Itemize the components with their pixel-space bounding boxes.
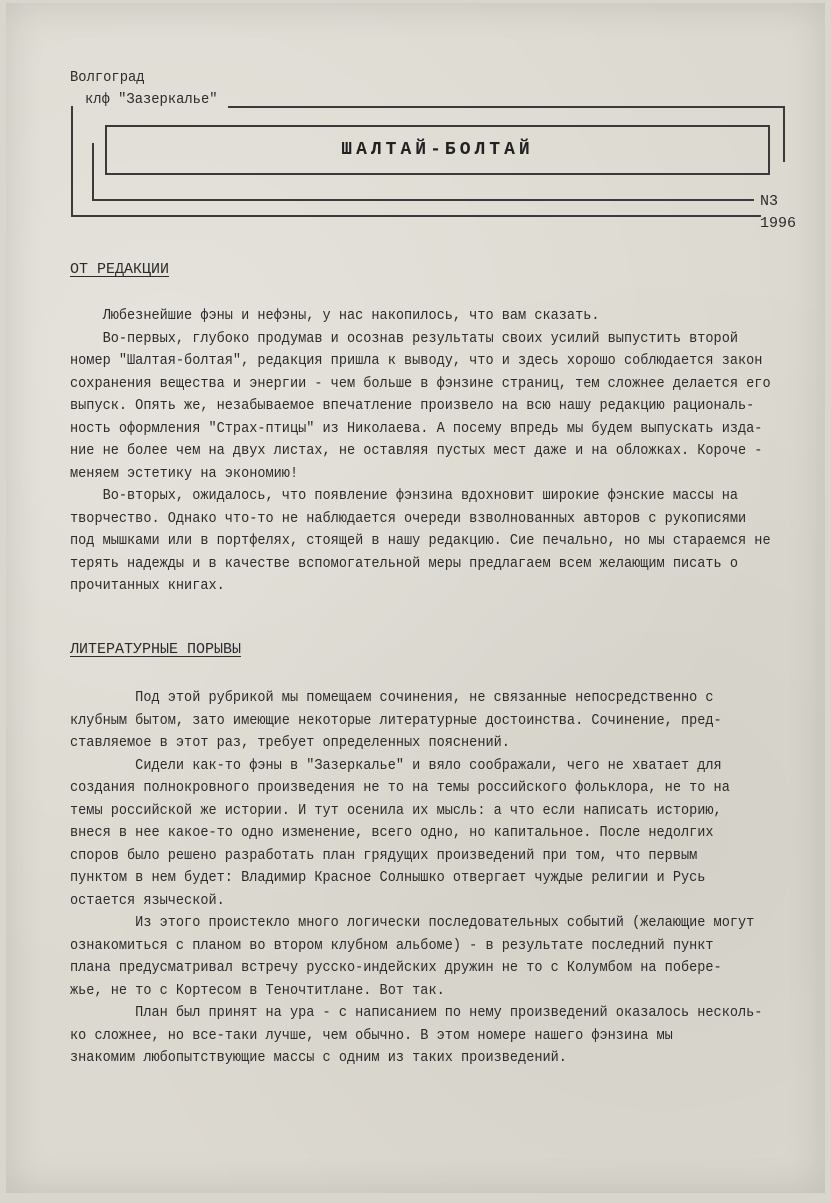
text-line: Сидели как-то фэны в "Зазеркалье" и вяло соображали, чего не хватает для xyxy=(70,756,722,774)
text-line: остается языческой. xyxy=(70,891,225,909)
issue-number: N3 xyxy=(760,193,779,210)
masthead-top-rule xyxy=(228,106,785,108)
text-line: ставляемое в этот раз, требует определенных пояснений. xyxy=(70,734,510,751)
masthead-city: Волгоград xyxy=(70,69,145,86)
text-line: под мышками или в портфелях, стоящей в нашу редакцию. Сие печально, но мы стараемся не xyxy=(70,532,771,549)
text-line: сохранения вещества и энергии - чем больше в фэнзине страниц, тем сложнее делается его xyxy=(70,374,771,392)
issue-info xyxy=(760,191,796,235)
text-line: Во-первых, глубоко продумав и осознав результаты своих усилий выпустить второй xyxy=(70,329,739,347)
masthead-left-rule xyxy=(71,106,73,216)
text-line: плана предусматривал встречу русско-индейских дружин не то с Колумбом на побере- xyxy=(70,959,722,976)
text-line: номер "Шалтая-болтая", редакция пришла к выводу, что и здесь хорошо соблюдается закон xyxy=(70,352,763,369)
text-line: пунктом в нем будет: Владимир Красное Солнышко отвергает чуждые религии и Русь xyxy=(70,869,706,886)
masthead-inner-left-rule xyxy=(92,143,94,201)
text-line: выпуск. Опять же, незабываемое впечатление произвело на всю нашу редакцию рациональ- xyxy=(70,397,755,414)
text-line: Во-вторых, ожидалось, что появление фэнзина вдохновит широкие фэнские массы на xyxy=(70,487,739,504)
literary-text xyxy=(70,687,800,1070)
text-line: споров было решено разработать план грядущих произведений при том, что первым xyxy=(70,846,698,864)
text-line: творчество. Однако что-то не наблюдается очереди взволнованных авторов с рукописями xyxy=(70,509,747,527)
masthead-bottom-rule xyxy=(71,215,761,217)
title-frame xyxy=(105,125,770,175)
text-line: создания полнокровного произведения не то на темы российского фольклора, не то на xyxy=(70,779,730,796)
document-page xyxy=(6,3,825,1193)
editorial-text xyxy=(70,305,800,598)
text-line: ность оформления "Страх-птицы" из Николаева. А посему впредь мы будем выпускать изда- xyxy=(70,419,763,437)
masthead-inner-bottom-rule xyxy=(92,199,754,201)
fanzine-title: ШАЛТАЙ-БОЛТАЙ xyxy=(341,140,534,160)
text-line: Любезнейшие фэны и нефэны, у нас накопилось, что вам сказать. xyxy=(70,307,600,324)
text-line: План был принят на ура - с написанием по нему произведений оказалось несколь- xyxy=(70,1004,763,1021)
text-line: Из этого проистекло много логически последовательных событий (желающие могут xyxy=(70,914,755,931)
text-line: терять надежды и в качестве вспомогательной меры предлагаем всем желающим писать о xyxy=(70,554,739,572)
text-line: меняем эстетику на экономию! xyxy=(70,464,299,482)
issue-year: 1996 xyxy=(760,215,797,232)
text-line: ние не более чем на двух листах, не оставляя пустых мест даже и на обложках. Короче - xyxy=(70,442,763,459)
section-heading-editorial: ОТ РЕДАКЦИИ xyxy=(70,261,170,278)
text-line: знакомим любопытствующие массы с одним из таких произведений. xyxy=(70,1049,567,1066)
text-line: жье, не то с Кортесом в Теночтитлане. Вот так. xyxy=(70,981,445,999)
text-line: прочитанных книгах. xyxy=(70,577,225,594)
text-line: внеся в нее какое-то одно изменение, всего одно, но капитальное. После недолгих xyxy=(70,824,714,841)
text-line: темы российской же истории. И тут осенила их мысль: а что если написать историю, xyxy=(70,801,722,819)
text-line: ко сложнее, но все-таки лучше, чем обычно. В этом номере нашего фэнзина мы xyxy=(70,1026,673,1044)
masthead-club: клф "Зазеркалье" xyxy=(85,91,218,108)
text-line: Под этой рубрикой мы помещаем сочинения, не связанные непосредственно с xyxy=(70,689,714,706)
section-heading-literary: ЛИТЕРАТУРНЫЕ ПОРЫВЫ xyxy=(70,641,242,658)
masthead-right-rule xyxy=(783,106,785,162)
text-line: клубным бытом, зато имеющие некоторые литературные достоинства. Сочинение, пред- xyxy=(70,711,722,729)
text-line: ознакомиться с планом во втором клубном альбоме) - в результате последний пункт xyxy=(70,936,714,954)
